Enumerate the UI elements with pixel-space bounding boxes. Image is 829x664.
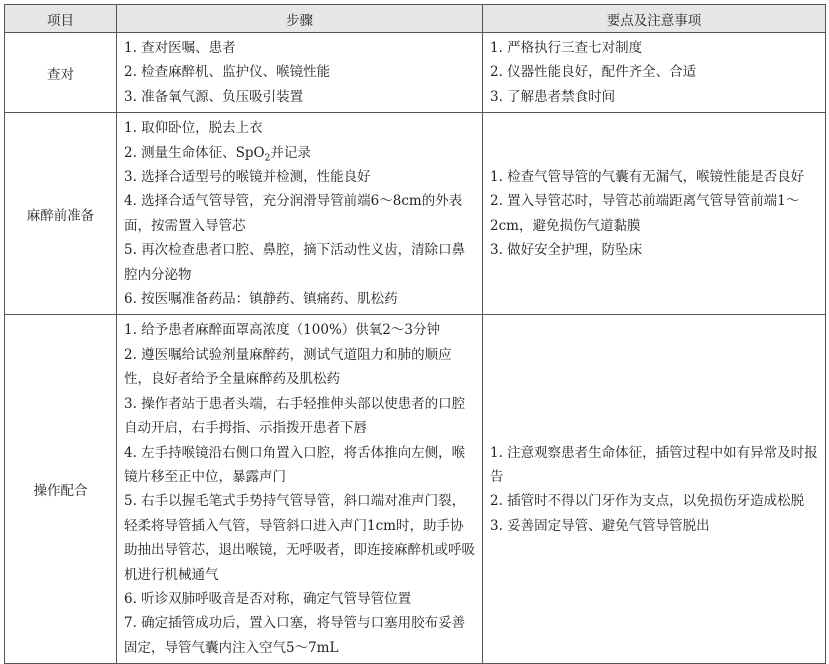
procedure-table [4, 4, 826, 664]
header-points: 要点及注意事项 [483, 5, 826, 33]
row-points [483, 315, 826, 664]
point-item: 2. 插管时不得以门牙作为支点，以免损伤牙造成松脱 [490, 493, 805, 510]
step-item: 3. 操作者站于患者头端，右手轻推伸头部以使患者的口腔自动开启，右手拇指、示指拨开患者下唇 [124, 395, 466, 437]
step-item: 1. 查对医嘱、患者 [124, 40, 236, 56]
row-name: 操作配合 [5, 315, 117, 664]
step-item: 3. 选择合适型号的喉镜并检测，性能良好 [124, 169, 371, 186]
step-item [124, 141, 476, 165]
row-points [483, 113, 826, 315]
point-item: 2. 仪器性能良好，配件齐全、合适 [490, 64, 697, 81]
step-text: 2. 测量生命体征、SpO [124, 144, 265, 161]
row-name: 麻醉前准备 [5, 113, 117, 315]
step-item: 4. 选择合适气管导管，充分润滑导管前端6～8cm的外表面，按需置入导管芯 [124, 193, 463, 234]
table-row [5, 33, 826, 113]
step-item: 5. 右手以握毛笔式手势持气管导管，斜口端对准声门裂，轻柔将导管插入气管，导管斜口进入声门1cm时，助手协助抽出导管芯，退出喉镜，无呼吸者，即连接麻醉机或呼吸机进行机械通气 [124, 493, 475, 583]
table-header-row [5, 5, 826, 33]
procedure-table-container [4, 4, 825, 664]
step-item: 6. 按医嘱准备药品：镇静药、镇痛药、肌松药 [124, 291, 398, 308]
step-item: 5. 再次检查患者口腔、鼻腔，摘下活动性义齿，清除口鼻腔内分泌物 [124, 242, 466, 283]
point-item: 3. 了解患者禁食时间 [490, 88, 616, 105]
row-steps [117, 315, 483, 664]
row-steps [117, 113, 483, 315]
header-item: 项目 [5, 5, 117, 33]
step-item: 2. 检查麻醉机、监护仪、喉镜性能 [124, 64, 331, 81]
point-item: 1. 检查气管导管的气囊有无漏气，喉镜性能是否良好 [490, 169, 805, 186]
step-text: 并记录 [270, 144, 311, 161]
point-item: 1. 严格执行三查七对制度 [490, 40, 643, 56]
row-name: 查对 [5, 33, 117, 113]
step-item: 1. 给予患者麻醉面罩高浓度（100%）供氧2～3分钟 [124, 322, 440, 339]
step-item: 6. 听诊双肺呼吸音是否对称，确定气管导管位置 [124, 590, 412, 607]
step-item: 3. 准备氧气源、负压吸引装置 [124, 88, 304, 105]
step-item: 4. 左手持喉镜沿右侧口角置入口腔，将舌体推向左侧，喉镜片移至正中位，暴露声门 [124, 444, 466, 485]
point-item: 3. 妥善固定导管、避免气管导管脱出 [490, 517, 710, 534]
table-row [5, 315, 826, 664]
point-item: 1. 注意观察患者生命体征，插管过程中如有异常及时报告 [490, 444, 818, 485]
point-item: 2. 置入导管芯时，导管芯前端距离气管导管前端1～2cm，避免损伤气道黏膜 [490, 193, 800, 234]
row-steps [117, 33, 483, 113]
step-subscript: 2 [264, 153, 271, 164]
step-item: 7. 确定插管成功后，置入口塞，将导管与口塞用胶布妥善固定，导管气囊内注入空气5～7mL [124, 615, 466, 656]
step-item: 1. 取仰卧位，脱去上衣 [124, 120, 263, 137]
header-steps: 步骤 [117, 5, 483, 33]
point-item: 3. 做好安全护理，防坠床 [490, 242, 643, 259]
row-points [483, 33, 826, 113]
step-item: 2. 遵医嘱给试验剂量麻醉药，测试气道阻力和肺的顺应性，良好者给予全量麻醉药及肌松药 [124, 346, 452, 388]
table-row [5, 113, 826, 315]
